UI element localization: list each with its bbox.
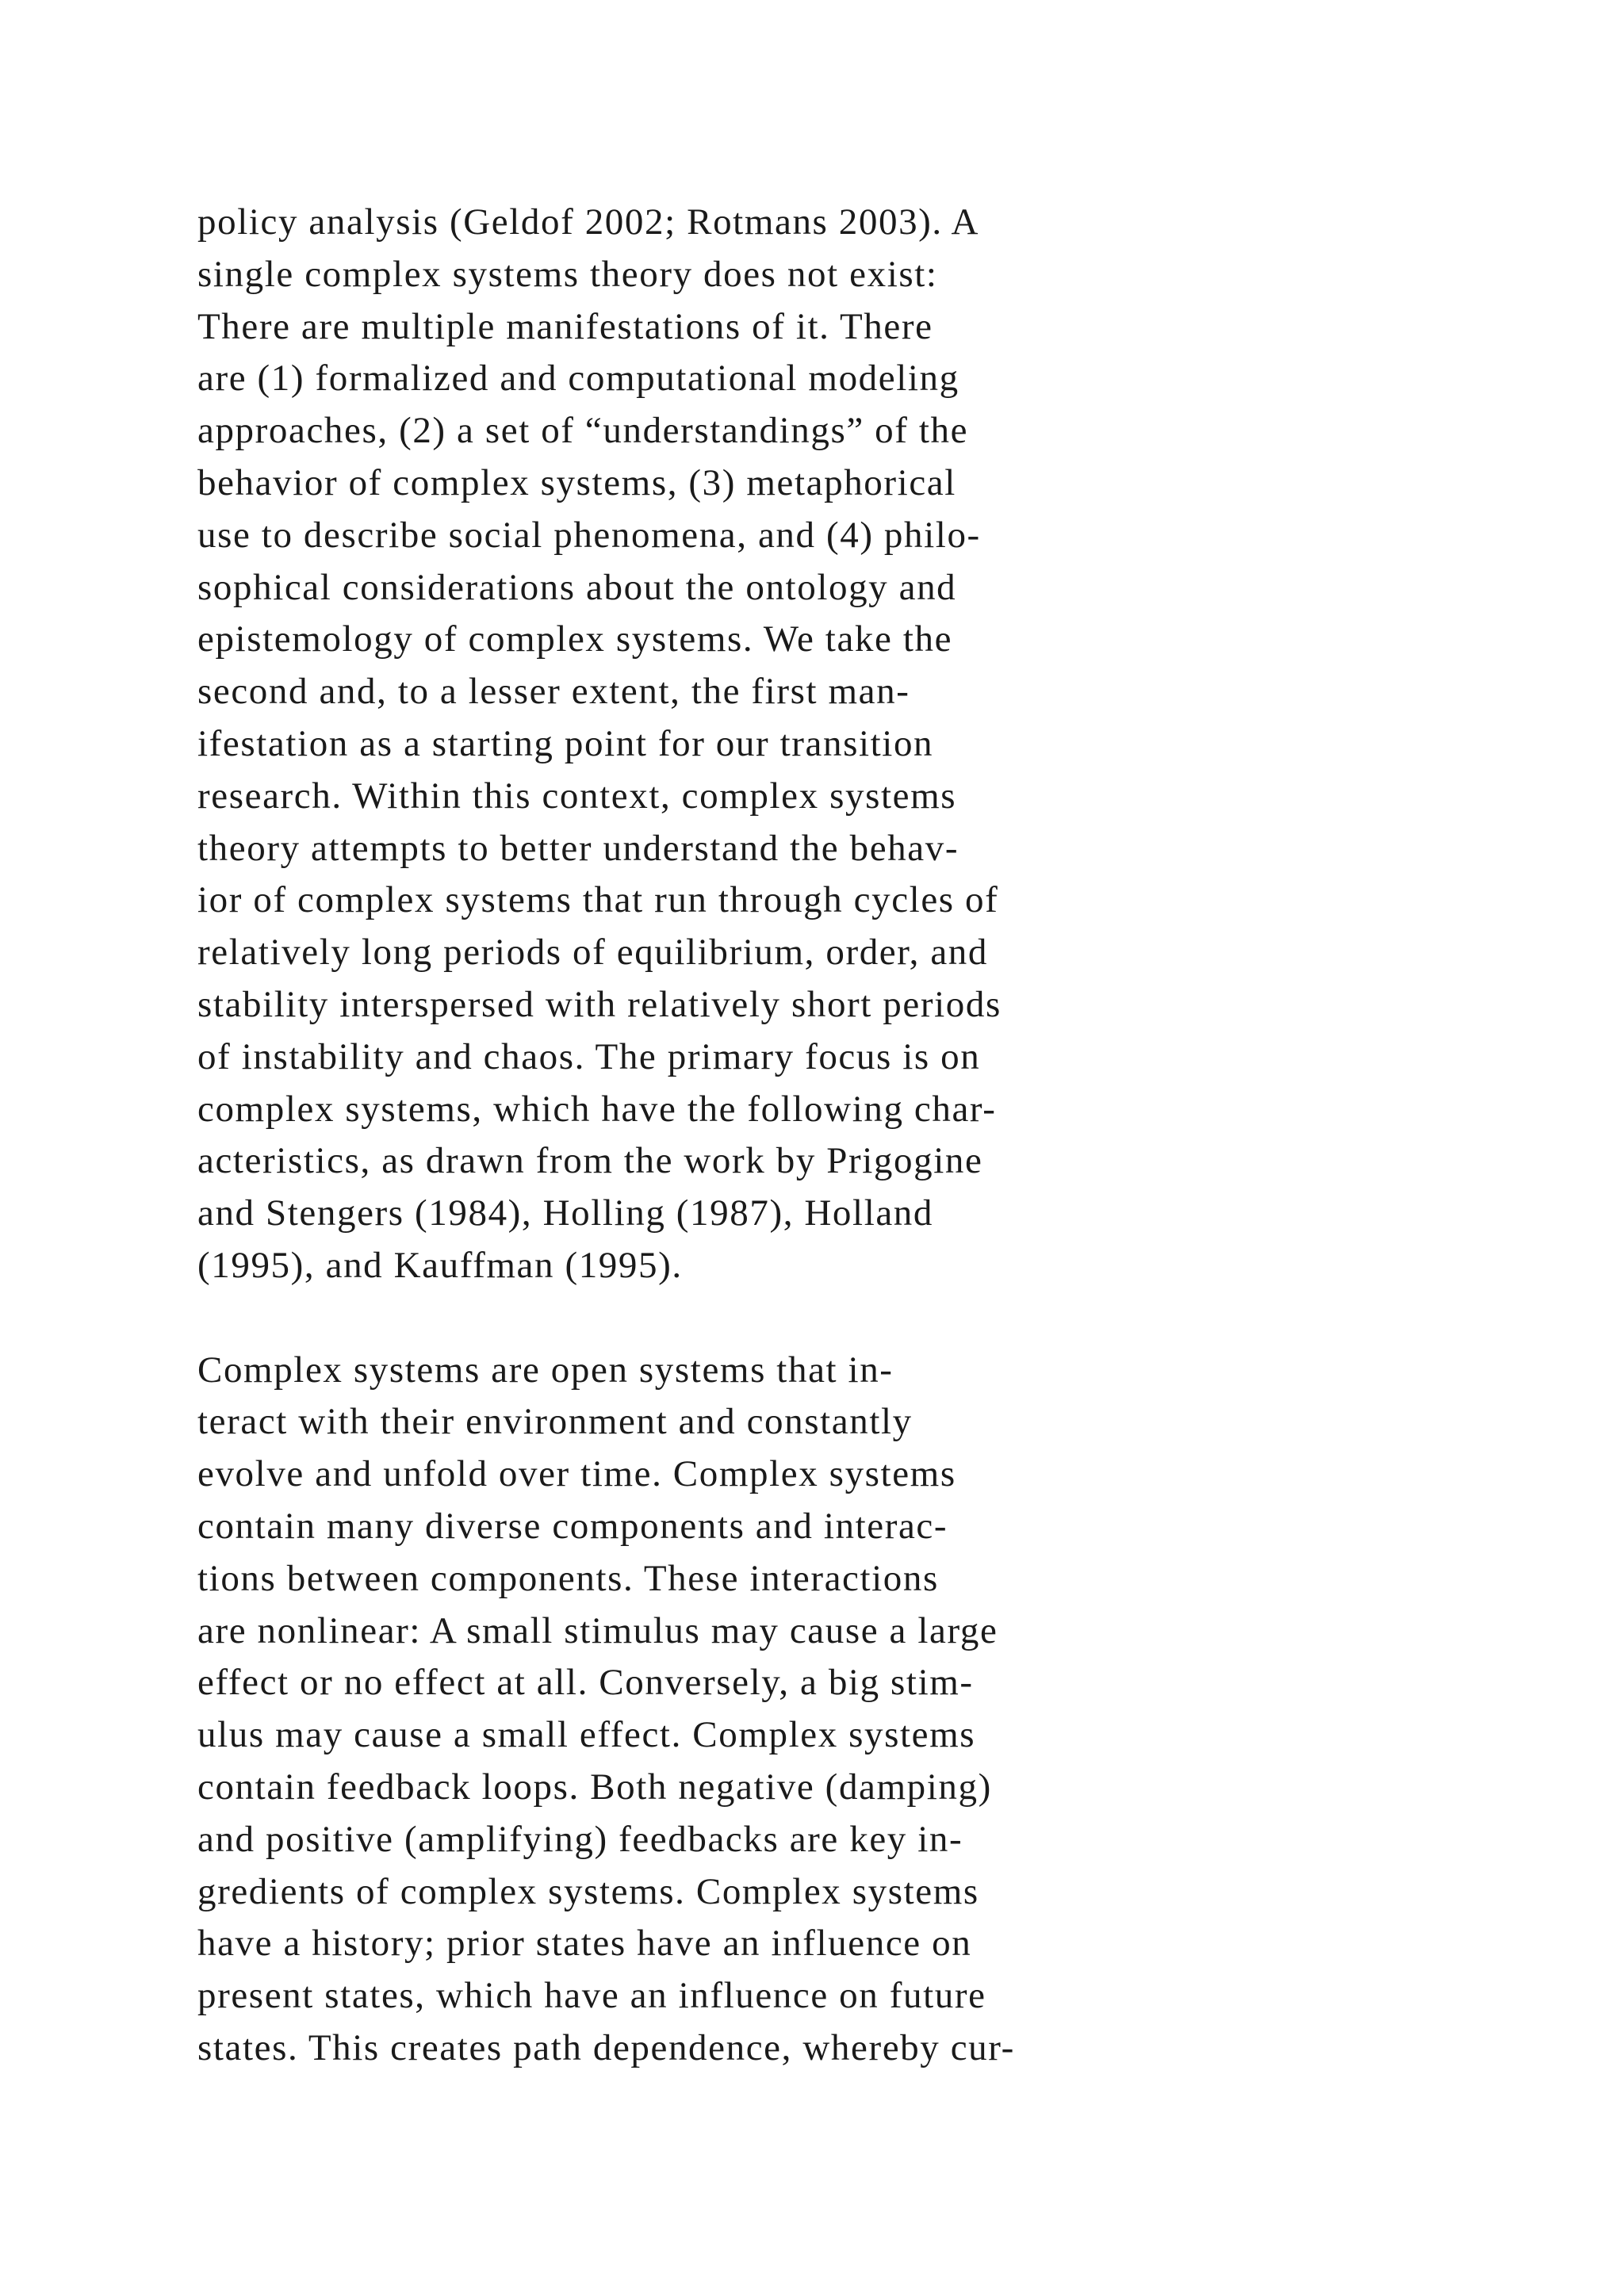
text-line: There are multiple manifestations of it. There xyxy=(197,305,933,347)
text-line: single complex systems theory does not exist: xyxy=(197,253,938,295)
text-line: stability interspersed with relatively short periods xyxy=(197,983,1002,1025)
text-line: tions between components. These interactions xyxy=(197,1557,939,1599)
text-line: ifestation as a starting point for our transition xyxy=(197,722,934,764)
text-line: complex systems, which have the following char- xyxy=(197,1088,997,1130)
text-line: epistemology of complex systems. We take the xyxy=(197,618,953,660)
text-line: Complex systems are open systems that in- xyxy=(197,1349,894,1391)
paragraph-spacer xyxy=(197,1292,1561,1345)
text-line: are nonlinear: A small stimulus may cause a large xyxy=(197,1609,998,1651)
text-line: relatively long periods of equilibrium, order, and xyxy=(197,932,988,974)
text-line: ior of complex systems that run through cycles of xyxy=(197,879,999,921)
text-line: and positive (amplifying) feedbacks are key in- xyxy=(197,1818,963,1860)
text-line: acteristics, as drawn from the work by Prigogine xyxy=(197,1140,983,1182)
text-line: gredients of complex systems. Complex systems xyxy=(197,1870,979,1912)
text-line: have a history; prior states have an influence on xyxy=(197,1923,972,1965)
text-line: second and, to a lesser extent, the first man- xyxy=(197,671,910,713)
text-line: ulus may cause a small effect. Complex systems xyxy=(197,1714,976,1756)
text-line: states. This creates path dependence, whereby cur- xyxy=(197,2026,1015,2068)
text-line: policy analysis (Geldof 2002; Rotmans 2003). A xyxy=(197,201,980,243)
text-line: present states, which have an influence on future xyxy=(197,1975,986,2017)
text-line: behavior of complex systems, (3) metaphorical xyxy=(197,461,956,503)
text-line: are (1) formalized and computational modeling xyxy=(197,358,959,400)
text-line: evolve and unfold over time. Complex systems xyxy=(197,1453,956,1495)
paragraph-1 xyxy=(197,197,1561,1292)
text-line: sophical considerations about the ontology and xyxy=(197,566,957,608)
text-line: theory attempts to better understand the behav- xyxy=(197,827,959,869)
text-line: research. Within this context, complex systems xyxy=(197,775,957,817)
text-line: contain many diverse components and interac- xyxy=(197,1505,948,1547)
text-line: teract with their environment and constantly xyxy=(197,1401,913,1443)
text-line: contain feedback loops. Both negative (damping) xyxy=(197,1766,992,1808)
text-line: of instability and chaos. The primary focus is on xyxy=(197,1035,981,1077)
text-line: and Stengers (1984), Holling (1987), Holland xyxy=(197,1192,934,1234)
text-line: approaches, (2) a set of “understandings” of the xyxy=(197,410,969,452)
text-line: effect or no effect at all. Conversely, a big stim- xyxy=(197,1662,974,1704)
paragraph-2 xyxy=(197,1345,1561,2075)
body-text xyxy=(197,197,1561,2075)
text-line: (1995), and Kauffman (1995). xyxy=(197,1244,683,1286)
text-line: use to describe social phenomena, and (4) philo- xyxy=(197,514,981,556)
